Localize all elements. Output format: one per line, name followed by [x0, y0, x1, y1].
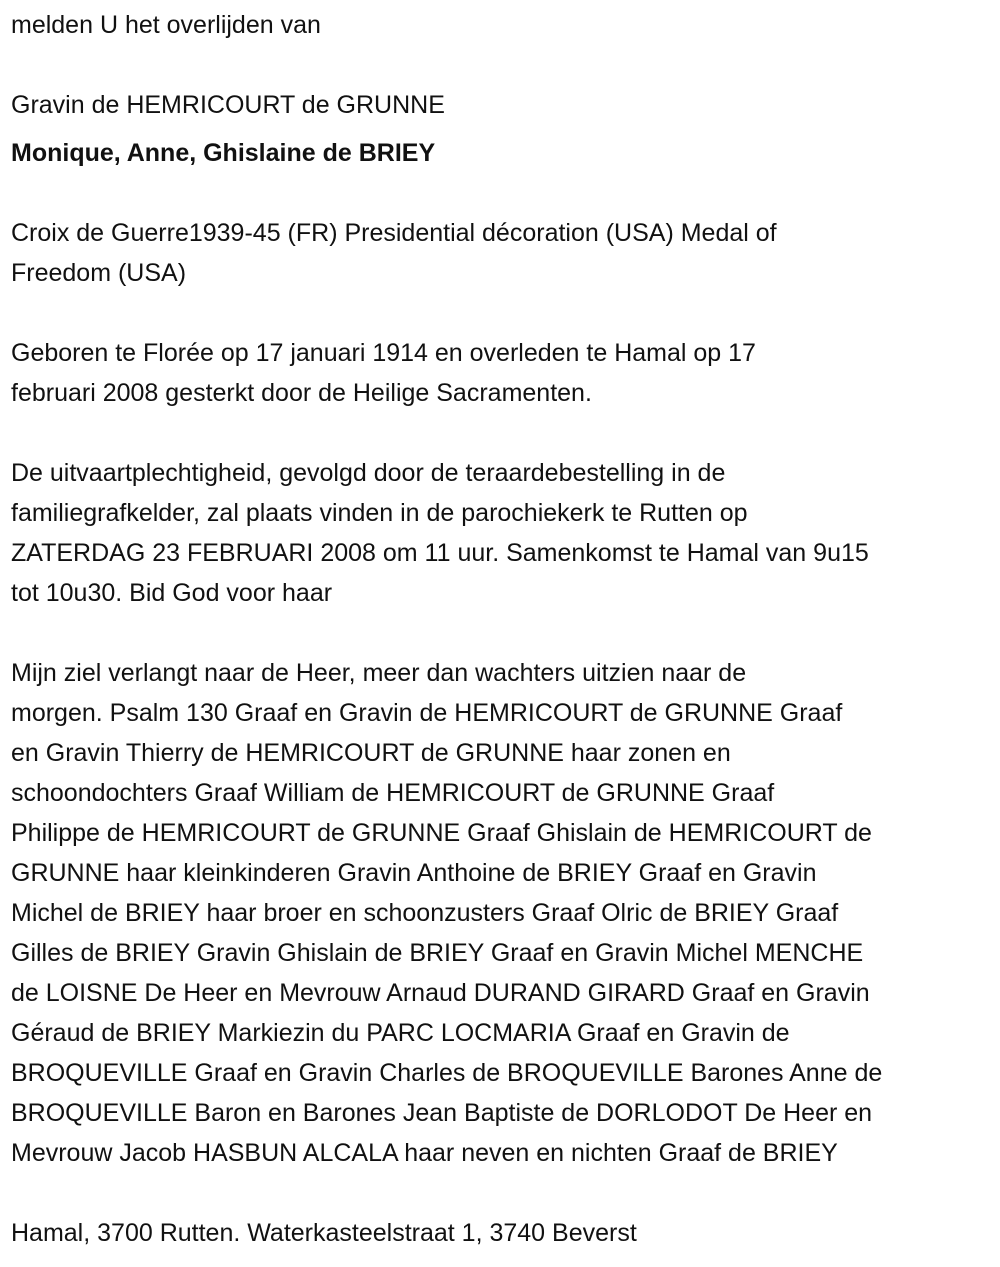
text-line: Mevrouw Jacob HASBUN ALCALA haar neven en nichten Graaf de BRIEY [11, 1139, 838, 1167]
text-line: ZATERDAG 23 FEBRUARI 2008 om 11 uur. Samenkomst te Hamal van 9u15 [11, 539, 869, 567]
text-line: Geboren te Florée op 17 januari 1914 en overleden te Hamal op 17 [11, 339, 756, 367]
funeral-paragraph [11, 453, 1000, 613]
birth-death-paragraph [11, 333, 1000, 413]
text-line: Michel de BRIEY haar broer en schoonzusters Graaf Olric de BRIEY Graaf [11, 899, 839, 927]
text-line: Mijn ziel verlangt naar de Heer, meer dan wachters uitzien naar de [11, 659, 747, 687]
family-paragraph [11, 653, 1000, 1173]
text-line: familiegrafkelder, zal plaats vinden in de parochiekerk te Rutten op [11, 499, 748, 527]
text-line: Géraud de BRIEY Markiezin du PARC LOCMARIA Graaf en Gravin de [11, 1019, 790, 1047]
text-line: De uitvaartplechtigheid, gevolgd door de teraardebestelling in de [11, 459, 726, 487]
text-line: BROQUEVILLE Baron en Barones Jean Baptiste de DORLODOT De Heer en [11, 1099, 873, 1127]
deceased-name: Monique, Anne, Ghislaine de BRIEY [11, 139, 436, 167]
text-line: GRUNNE haar kleinkinderen Gravin Anthoine de BRIEY Graaf en Gravin [11, 859, 817, 887]
title-line: Gravin de HEMRICOURT de GRUNNE [11, 91, 445, 119]
address-text: Hamal, 3700 Rutten. Waterkasteelstraat 1, 3740 Beverst [11, 1219, 637, 1247]
decorations-paragraph [11, 213, 1000, 293]
text-line: schoondochters Graaf William de HEMRICOURT de GRUNNE Graaf [11, 779, 775, 807]
text-line: Croix de Guerre1939-45 (FR) Presidential décoration (USA) Medal of [11, 219, 777, 247]
text-line: Freedom (USA) [11, 259, 187, 287]
text-line: en Gravin Thierry de HEMRICOURT de GRUNNE haar zonen en [11, 739, 731, 767]
text-line: morgen. Psalm 130 Graaf en Gravin de HEMRICOURT de GRUNNE Graaf [11, 699, 843, 727]
text-line: februari 2008 gesterkt door de Heilige Sacramenten. [11, 379, 592, 407]
text-line: BROQUEVILLE Graaf en Gravin Charles de BROQUEVILLE Barones Anne de [11, 1059, 883, 1087]
text-line: de LOISNE De Heer en Mevrouw Arnaud DURAND GIRARD Graaf en Gravin [11, 979, 870, 1007]
text-line: Gilles de BRIEY Gravin Ghislain de BRIEY Graaf en Gravin Michel MENCHE [11, 939, 864, 967]
text-line: tot 10u30. Bid God voor haar [11, 579, 333, 607]
intro-text: melden U het overlijden van [11, 11, 321, 39]
text-line: Philippe de HEMRICOURT de GRUNNE Graaf Ghislain de HEMRICOURT de [11, 819, 872, 847]
